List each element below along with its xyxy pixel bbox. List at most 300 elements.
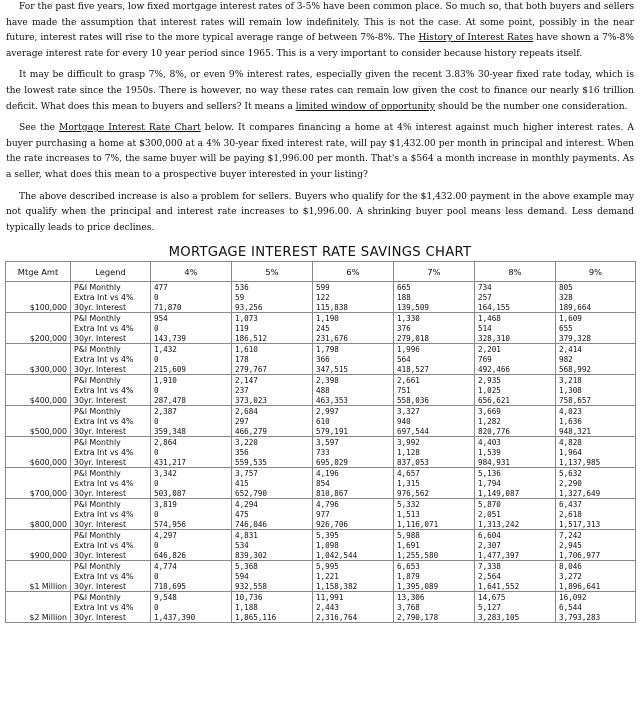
- amount-cell: [6, 375, 71, 386]
- header-rate-7: 7%: [394, 262, 475, 282]
- table-row: [6, 437, 636, 448]
- value-cell: 1,539: [475, 447, 556, 457]
- value-cell: 1,996: [394, 344, 475, 355]
- legend-cell: Extra Int vs 4%: [71, 571, 151, 581]
- legend-cell: 30yr. Interest: [71, 364, 151, 375]
- value-cell: 3,342: [151, 468, 232, 479]
- value-cell: 1,025: [475, 385, 556, 395]
- value-cell: 1,477,397: [475, 550, 556, 561]
- value-cell: 178: [232, 354, 313, 364]
- value-cell: 2,661: [394, 375, 475, 386]
- header-rate-9: 9%: [556, 262, 636, 282]
- value-cell: 1,282: [475, 416, 556, 426]
- value-cell: 1,308: [556, 385, 636, 395]
- value-cell: 3,220: [232, 437, 313, 448]
- amount-cell: [6, 313, 71, 324]
- value-cell: 366: [313, 354, 394, 364]
- value-cell: 5,136: [475, 468, 556, 479]
- value-cell: 431,217: [151, 457, 232, 468]
- value-cell: 0: [151, 540, 232, 550]
- value-cell: 356: [232, 447, 313, 457]
- value-cell: 579,191: [313, 426, 394, 437]
- amount-cell: [6, 344, 71, 355]
- legend-cell: P&I Monthly: [71, 282, 151, 293]
- legend-cell: P&I Monthly: [71, 437, 151, 448]
- value-cell: 733: [313, 447, 394, 457]
- value-cell: 954: [151, 313, 232, 324]
- value-cell: 6,653: [394, 561, 475, 572]
- header-rate-8: 8%: [475, 262, 556, 282]
- value-cell: 279,018: [394, 333, 475, 344]
- value-cell: 839,302: [232, 550, 313, 561]
- value-cell: 4,831: [232, 530, 313, 541]
- legend-cell: Extra Int vs 4%: [71, 447, 151, 457]
- value-cell: 0: [151, 509, 232, 519]
- value-cell: 652,790: [232, 488, 313, 499]
- value-cell: 279,767: [232, 364, 313, 375]
- amount-cell: [6, 437, 71, 448]
- value-cell: 1,437,390: [151, 612, 232, 623]
- table-row: [6, 478, 636, 488]
- header-rate-6: 6%: [313, 262, 394, 282]
- value-cell: 2,316,764: [313, 612, 394, 623]
- table-row: [6, 499, 636, 510]
- value-cell: 1,098: [313, 540, 394, 550]
- value-cell: 4,403: [475, 437, 556, 448]
- value-cell: 3,768: [394, 602, 475, 612]
- value-cell: 245: [313, 323, 394, 333]
- table-row: [6, 395, 636, 406]
- value-cell: 188: [394, 292, 475, 302]
- value-cell: 5,870: [475, 499, 556, 510]
- value-cell: 4,023: [556, 406, 636, 417]
- value-cell: 5,368: [232, 561, 313, 572]
- value-cell: 503,087: [151, 488, 232, 499]
- value-cell: 5,395: [313, 530, 394, 541]
- value-cell: 328,310: [475, 333, 556, 344]
- value-cell: 3,819: [151, 499, 232, 510]
- value-cell: 1,327,649: [556, 488, 636, 499]
- amount-cell: $600,000: [6, 457, 71, 468]
- value-cell: 594: [232, 571, 313, 581]
- value-cell: 376: [394, 323, 475, 333]
- value-cell: 514: [475, 323, 556, 333]
- value-cell: 347,515: [313, 364, 394, 375]
- value-cell: 2,684: [232, 406, 313, 417]
- amount-cell: $700,000: [6, 488, 71, 499]
- amount-cell: [6, 592, 71, 603]
- amount-cell: $900,000: [6, 550, 71, 561]
- table-row: [6, 282, 636, 293]
- header-legend: Legend: [71, 262, 151, 282]
- value-cell: 189,664: [556, 302, 636, 313]
- legend-cell: 30yr. Interest: [71, 333, 151, 344]
- value-cell: 810,867: [313, 488, 394, 499]
- value-cell: 10,736: [232, 592, 313, 603]
- value-cell: 0: [151, 571, 232, 581]
- value-cell: 1,042,544: [313, 550, 394, 561]
- header-row: [6, 262, 636, 282]
- value-cell: 805: [556, 282, 636, 293]
- value-cell: 13,306: [394, 592, 475, 603]
- amount-cell: [6, 406, 71, 417]
- history-of-interest-rates-link[interactable]: History of Interest Rates: [418, 33, 534, 44]
- amount-cell: $100,000: [6, 302, 71, 313]
- legend-cell: P&I Monthly: [71, 468, 151, 479]
- table-row: [6, 612, 636, 623]
- value-cell: 1,116,071: [394, 519, 475, 530]
- legend-cell: Extra Int vs 4%: [71, 416, 151, 426]
- table-row: [6, 313, 636, 324]
- value-cell: 9,548: [151, 592, 232, 603]
- legend-cell: 30yr. Interest: [71, 457, 151, 468]
- value-cell: 977: [313, 509, 394, 519]
- amount-cell: $800,000: [6, 519, 71, 530]
- value-cell: 3,793,283: [556, 612, 636, 623]
- amount-cell: [6, 354, 71, 364]
- table-body: [6, 282, 636, 623]
- table-row: [6, 530, 636, 541]
- value-cell: 122: [313, 292, 394, 302]
- value-cell: 2,790,178: [394, 612, 475, 623]
- value-cell: 1,798: [313, 344, 394, 355]
- legend-cell: Extra Int vs 4%: [71, 602, 151, 612]
- value-cell: 758,657: [556, 395, 636, 406]
- value-cell: 820,776: [475, 426, 556, 437]
- value-cell: 1,315: [394, 478, 475, 488]
- value-cell: 718,695: [151, 581, 232, 592]
- legend-cell: 30yr. Interest: [71, 550, 151, 561]
- value-cell: 2,387: [151, 406, 232, 417]
- value-cell: 7,242: [556, 530, 636, 541]
- legend-cell: Extra Int vs 4%: [71, 292, 151, 302]
- legend-cell: Extra Int vs 4%: [71, 509, 151, 519]
- table-row: [6, 364, 636, 375]
- value-cell: 0: [151, 354, 232, 364]
- value-cell: 1,513: [394, 509, 475, 519]
- value-cell: 2,201: [475, 344, 556, 355]
- header-amount: Mtge Amt: [6, 262, 71, 282]
- legend-cell: Extra Int vs 4%: [71, 354, 151, 364]
- value-cell: 463,353: [313, 395, 394, 406]
- value-cell: 415: [232, 478, 313, 488]
- table-row: [6, 333, 636, 344]
- value-cell: 1,706,977: [556, 550, 636, 561]
- table-row: [6, 488, 636, 499]
- value-cell: 287,478: [151, 395, 232, 406]
- amount-cell: [6, 540, 71, 550]
- table-row: [6, 602, 636, 612]
- amount-cell: $200,000: [6, 333, 71, 344]
- value-cell: 746,046: [232, 519, 313, 530]
- value-cell: 115,838: [313, 302, 394, 313]
- amount-cell: $1 Million: [6, 581, 71, 592]
- article-text: [6, 0, 634, 242]
- amount-cell: [6, 282, 71, 293]
- value-cell: 1,609: [556, 313, 636, 324]
- value-cell: 297: [232, 416, 313, 426]
- value-cell: 769: [475, 354, 556, 364]
- value-cell: 4,297: [151, 530, 232, 541]
- paragraph-1: For the past five years, low fixed mortgage interest rates of 3-5% have been common place. So much so, that both buyers and sellers have made the assumption that interest rates will remain low indefinitely. This is not the case. At some point, possibly in the near future, interest rates will rise to the more typical average range of between 7%-8%. The History of Interest Rates have shown a 7%-8% average interest rate for every 10 year period since 1965. This is a very important to consider because history repeats itself.: [6, 2, 634, 59]
- value-cell: 1,149,087: [475, 488, 556, 499]
- value-cell: 3,757: [232, 468, 313, 479]
- amount-cell: [6, 602, 71, 612]
- value-cell: 119: [232, 323, 313, 333]
- legend-cell: P&I Monthly: [71, 344, 151, 355]
- value-cell: 1,636: [556, 416, 636, 426]
- value-cell: 1,330: [394, 313, 475, 324]
- value-cell: 697,544: [394, 426, 475, 437]
- value-cell: 6,604: [475, 530, 556, 541]
- amount-cell: $300,000: [6, 364, 71, 375]
- value-cell: 71,870: [151, 302, 232, 313]
- value-cell: 1,188: [232, 602, 313, 612]
- value-cell: 982: [556, 354, 636, 364]
- value-cell: 14,675: [475, 592, 556, 603]
- amount-cell: [6, 561, 71, 572]
- value-cell: 418,527: [394, 364, 475, 375]
- table-row: [6, 540, 636, 550]
- value-cell: 359,348: [151, 426, 232, 437]
- value-cell: 1,158,382: [313, 581, 394, 592]
- amount-cell: $500,000: [6, 426, 71, 437]
- value-cell: 139,509: [394, 302, 475, 313]
- legend-cell: 30yr. Interest: [71, 395, 151, 406]
- value-cell: 11,991: [313, 592, 394, 603]
- paragraph-4: The above described increase is also a problem for sellers. Buyers who qualify for the $1,432.00 payment in the above example may not qualify when the principal and interest rate increases to $1,996.00. A shrinking buyer pool means less demand. Less demand typically leads to price declines.: [6, 191, 634, 233]
- table-row: [6, 323, 636, 333]
- legend-cell: Extra Int vs 4%: [71, 478, 151, 488]
- value-cell: 7,338: [475, 561, 556, 572]
- value-cell: 695,029: [313, 457, 394, 468]
- value-cell: 558,036: [394, 395, 475, 406]
- legend-cell: P&I Monthly: [71, 375, 151, 386]
- value-cell: 1,865,116: [232, 612, 313, 623]
- value-cell: 4,828: [556, 437, 636, 448]
- amount-cell: [6, 385, 71, 395]
- value-cell: 0: [151, 447, 232, 457]
- value-cell: 599: [313, 282, 394, 293]
- value-cell: 215,609: [151, 364, 232, 375]
- legend-cell: P&I Monthly: [71, 530, 151, 541]
- value-cell: 2,945: [556, 540, 636, 550]
- value-cell: 2,864: [151, 437, 232, 448]
- table-row: [6, 406, 636, 417]
- table-row: [6, 581, 636, 592]
- value-cell: 0: [151, 478, 232, 488]
- value-cell: 5,995: [313, 561, 394, 572]
- value-cell: 5,127: [475, 602, 556, 612]
- value-cell: 328: [556, 292, 636, 302]
- value-cell: 646,826: [151, 550, 232, 561]
- value-cell: 559,535: [232, 457, 313, 468]
- paragraph-2: It may be difficult to grasp 7%, 8%, or even 9% interest rates, especially given the recent 3.83% 30-year fixed rate today, which is the lowest rate since the 1950s. There is however, no way these rates can remain low given the cost to finance our nearly $16 trillion deficit. What does this mean to buyers and sellers? It means a limited window of opportunity should be the number one consideration.: [6, 70, 634, 112]
- value-cell: 1,896,641: [556, 581, 636, 592]
- chart-title: MORTGAGE INTEREST RATE SAVINGS CHART: [168, 245, 472, 260]
- table-row: [6, 385, 636, 395]
- value-cell: 940: [394, 416, 475, 426]
- value-cell: 1,468: [475, 313, 556, 324]
- amount-cell: [6, 499, 71, 510]
- value-cell: 2,618: [556, 509, 636, 519]
- value-cell: 568,992: [556, 364, 636, 375]
- table-row: [6, 519, 636, 530]
- value-cell: 1,691: [394, 540, 475, 550]
- value-cell: 2,414: [556, 344, 636, 355]
- value-cell: 3,272: [556, 571, 636, 581]
- value-cell: 656,621: [475, 395, 556, 406]
- table-row: [6, 302, 636, 313]
- value-cell: 5,632: [556, 468, 636, 479]
- header-rate-5: 5%: [232, 262, 313, 282]
- value-cell: 1,794: [475, 478, 556, 488]
- value-cell: 1,610: [232, 344, 313, 355]
- table-row: [6, 561, 636, 572]
- value-cell: 1,313,242: [475, 519, 556, 530]
- limited-window-link[interactable]: limited window of opportunity: [295, 101, 436, 112]
- legend-cell: P&I Monthly: [71, 561, 151, 572]
- legend-cell: 30yr. Interest: [71, 612, 151, 623]
- value-cell: 4,196: [313, 468, 394, 479]
- value-cell: 1,517,313: [556, 519, 636, 530]
- value-cell: 854: [313, 478, 394, 488]
- value-cell: 984,931: [475, 457, 556, 468]
- legend-cell: P&I Monthly: [71, 406, 151, 417]
- amount-cell: [6, 323, 71, 333]
- value-cell: 164,155: [475, 302, 556, 313]
- table-row: [6, 509, 636, 519]
- legend-cell: Extra Int vs 4%: [71, 385, 151, 395]
- value-cell: 926,706: [313, 519, 394, 530]
- value-cell: 488: [313, 385, 394, 395]
- value-cell: 2,564: [475, 571, 556, 581]
- value-cell: 5,332: [394, 499, 475, 510]
- table-row: [6, 468, 636, 479]
- value-cell: 2,307: [475, 540, 556, 550]
- value-cell: 734: [475, 282, 556, 293]
- value-cell: 0: [151, 292, 232, 302]
- amount-cell: $400,000: [6, 395, 71, 406]
- mortgage-chart-link[interactable]: Mortgage Interest Rate Chart: [59, 123, 201, 134]
- value-cell: 1,395,089: [394, 581, 475, 592]
- table-row: [6, 592, 636, 603]
- value-cell: 1,137,985: [556, 457, 636, 468]
- value-cell: 1,964: [556, 447, 636, 457]
- table-row: [6, 447, 636, 457]
- value-cell: 610: [313, 416, 394, 426]
- value-cell: 8,046: [556, 561, 636, 572]
- value-cell: 5,988: [394, 530, 475, 541]
- value-cell: 2,997: [313, 406, 394, 417]
- value-cell: 1,190: [313, 313, 394, 324]
- value-cell: 564: [394, 354, 475, 364]
- legend-cell: 30yr. Interest: [71, 302, 151, 313]
- legend-cell: 30yr. Interest: [71, 488, 151, 499]
- legend-cell: Extra Int vs 4%: [71, 323, 151, 333]
- legend-cell: P&I Monthly: [71, 592, 151, 603]
- value-cell: 976,562: [394, 488, 475, 499]
- table-row: [6, 344, 636, 355]
- value-cell: 4,657: [394, 468, 475, 479]
- table-row: [6, 375, 636, 386]
- amount-cell: [6, 447, 71, 457]
- legend-cell: 30yr. Interest: [71, 581, 151, 592]
- value-cell: 2,935: [475, 375, 556, 386]
- table-row: [6, 426, 636, 437]
- value-cell: 2,147: [232, 375, 313, 386]
- value-cell: 373,023: [232, 395, 313, 406]
- table-row: [6, 416, 636, 426]
- paragraph-3: See the Mortgage Interest Rate Chart below. It compares financing a home at 4% interest against much higher interest rates. A buyer purchasing a home at $300,000 at a 4% 30-year fixed interest rate, will pay $1,432.00 per month in principal and interest. When the rate increases to 7%, the same buyer will be paying $1,996.00 per month. That's a $564 a month increase in monthly payments. As a seller, what does this mean to a prospective buyer interested in your listing?: [6, 123, 634, 180]
- value-cell: 1,128: [394, 447, 475, 457]
- value-cell: 1,073: [232, 313, 313, 324]
- value-cell: 186,512: [232, 333, 313, 344]
- value-cell: 466,279: [232, 426, 313, 437]
- value-cell: 4,294: [232, 499, 313, 510]
- value-cell: 3,327: [394, 406, 475, 417]
- table-row: [6, 550, 636, 561]
- value-cell: 143,739: [151, 333, 232, 344]
- value-cell: 2,398: [313, 375, 394, 386]
- value-cell: 948,321: [556, 426, 636, 437]
- value-cell: 6,437: [556, 499, 636, 510]
- value-cell: 837,053: [394, 457, 475, 468]
- value-cell: 1,641,552: [475, 581, 556, 592]
- table-row: [6, 457, 636, 468]
- value-cell: 6,544: [556, 602, 636, 612]
- value-cell: 536: [232, 282, 313, 293]
- value-cell: 0: [151, 602, 232, 612]
- amount-cell: $2 Million: [6, 612, 71, 623]
- mortgage-rate-table: [5, 261, 636, 623]
- legend-cell: P&I Monthly: [71, 313, 151, 324]
- value-cell: 2,051: [475, 509, 556, 519]
- legend-cell: 30yr. Interest: [71, 426, 151, 437]
- amount-cell: [6, 571, 71, 581]
- value-cell: 477: [151, 282, 232, 293]
- value-cell: 932,558: [232, 581, 313, 592]
- value-cell: 16,092: [556, 592, 636, 603]
- value-cell: 1,221: [313, 571, 394, 581]
- value-cell: 257: [475, 292, 556, 302]
- table-row: [6, 354, 636, 364]
- amount-cell: [6, 416, 71, 426]
- value-cell: 4,774: [151, 561, 232, 572]
- value-cell: 2,290: [556, 478, 636, 488]
- value-cell: 492,466: [475, 364, 556, 375]
- value-cell: 3,597: [313, 437, 394, 448]
- value-cell: 93,256: [232, 302, 313, 313]
- value-cell: 3,218: [556, 375, 636, 386]
- value-cell: 59: [232, 292, 313, 302]
- value-cell: 3,283,105: [475, 612, 556, 623]
- table-row: [6, 571, 636, 581]
- value-cell: 0: [151, 385, 232, 395]
- value-cell: 3,669: [475, 406, 556, 417]
- value-cell: 751: [394, 385, 475, 395]
- value-cell: 665: [394, 282, 475, 293]
- value-cell: 3,992: [394, 437, 475, 448]
- header-rate-4: 4%: [151, 262, 232, 282]
- amount-cell: [6, 509, 71, 519]
- value-cell: 237: [232, 385, 313, 395]
- value-cell: 475: [232, 509, 313, 519]
- amount-cell: [6, 478, 71, 488]
- value-cell: 1,879: [394, 571, 475, 581]
- value-cell: 231,676: [313, 333, 394, 344]
- value-cell: 379,328: [556, 333, 636, 344]
